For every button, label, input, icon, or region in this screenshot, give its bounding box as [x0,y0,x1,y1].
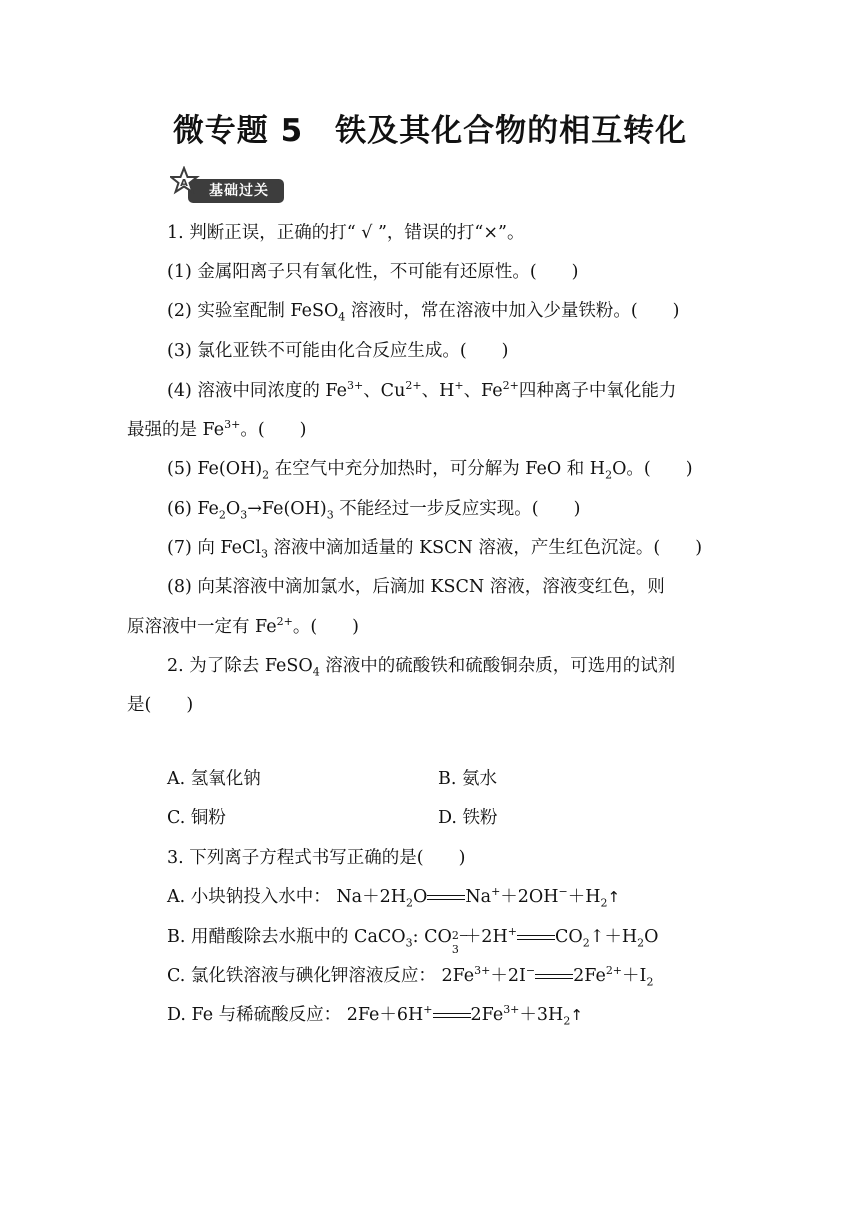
q1-item-3: (3) 氯化亚铁不可能由化合反应生成。( ) [167,341,509,361]
q1-item-8-line2: 原溶液中一定有 $Fe^{2+}$。( ) [127,615,359,637]
q1-item-1: (1) 金属阳离子只有氧化性，不可能有还原性。( ) [167,262,579,282]
q2-stem-line2: 是( ) [127,695,194,715]
equals-sign [427,893,465,903]
equals-sign [433,1011,471,1021]
q2-stem-line1: 2. 为了除去 FeSO$_4$ 溶液中的硫酸铁和硫酸铜杂质，可选用的试剂 [167,656,676,679]
q3-option-b: B. 用醋酸除去水瓶中的 CaCO$_3$: CO 2− 3 ＋2H+ $CO_2↑+H_2O$ [167,925,659,956]
q2-option-a: A. 氢氧化钠 [167,769,261,789]
page-title: 微专题 5 铁及其化合物的相互转化 [172,113,688,149]
section-badge-label: 基础过关 [188,179,284,203]
q1-stem: 1. 判断正误，正确的打“ √ ”，错误的打“×”。 [167,223,525,243]
q3-option-d: D. Fe 与稀硫酸反应： 2Fe＋6H+ $2Fe^{3+}+3H_2↑$ [167,1003,583,1028]
section-badge [170,166,286,204]
q2-option-b: B. 氨水 [438,769,497,789]
star-icon [170,166,210,204]
q2-option-d: D. 铁粉 [438,808,498,828]
q3-option-a: A. 小块钠投入水中： $Na+2H_2O$ $Na^++2OH^-+H_2↑$ [167,885,621,910]
q1-item-4-line2: 最强的是 $Fe^{3+}$。( ) [127,418,307,440]
equals-sign [535,972,573,982]
badge-letter: A [180,178,188,189]
q1-item-4-line1: (4) 溶液中同浓度的 $Fe^{3+}$、$Cu^{2+}$、H+、$Fe^{2+}$四种离子中氧化能力 [167,379,677,401]
q2-option-c: C. 铜粉 [167,808,226,828]
q1-item-5: (5) $Fe(OH)_2$ 在空气中充分加热时，可分解为 FeO 和 $H_2O$。( ) [167,459,693,482]
q1-item-6: (6) $Fe_2O_3\to Fe(OH)_3$ 不能经过一步反应实现。( ) [167,499,581,522]
q1-item-8-line1: (8) 向某溶液中滴加氯水，后滴加 KSCN 溶液，溶液变红色，则 [167,577,665,597]
q3-option-c: C. 氯化铁溶液与碘化钾溶液反应： $2Fe^{3+}+2I^-$ $2Fe^{2+}+I_2$ [167,964,654,989]
q1-item-7: (7) 向 FeCl$_3$ 溶液中滴加适量的 KSCN 溶液，产生红色沉淀。( ) [167,538,703,561]
q3-stem: 3. 下列离子方程式书写正确的是( ) [167,848,466,868]
q1-item-2: (2) 实验室配制 FeSO$_4$ 溶液时，常在溶液中加入少量铁粉。( ) [167,301,680,324]
equals-sign [517,933,555,943]
